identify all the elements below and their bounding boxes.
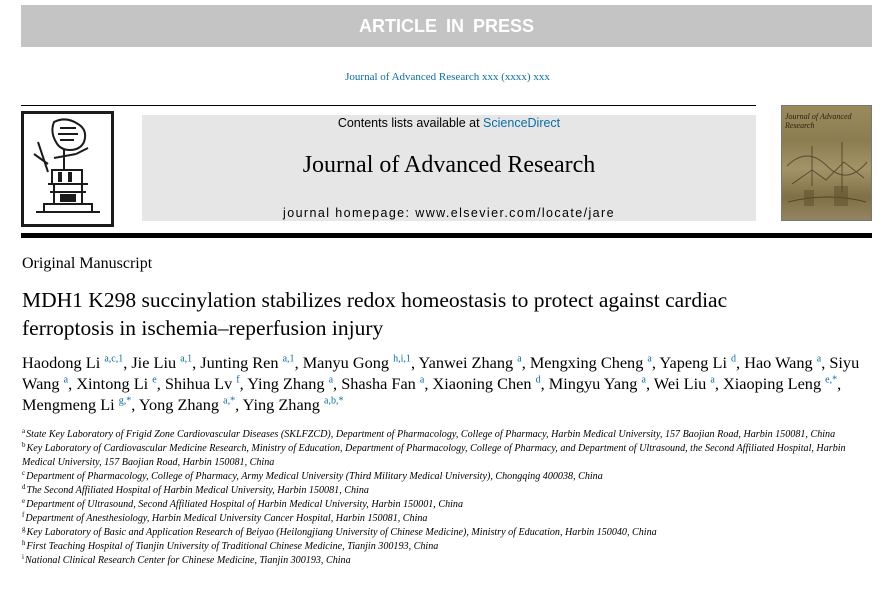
author[interactable] xyxy=(22,395,131,414)
affiliation-text: Key Laboratory of Basic and Application Research of Beiyao (Heilongjiang University of Chinese Medicine), Ministry of Education, Harbin 150040, China xyxy=(26,527,657,538)
author-name[interactable]: Manyu Gong xyxy=(302,353,390,372)
author[interactable] xyxy=(200,353,294,372)
author-name[interactable]: Wei Liu xyxy=(653,374,707,393)
author-name[interactable]: Shihua Lv xyxy=(164,374,233,393)
author-name[interactable]: Shasha Fan xyxy=(341,374,416,393)
author-affiliation-marker[interactable]: a xyxy=(816,353,822,365)
author-affiliation-marker[interactable]: a,1 xyxy=(282,353,295,365)
author-affiliation-marker[interactable]: e xyxy=(152,374,157,386)
author[interactable] xyxy=(243,395,344,414)
article-title: MDH1 K298 succinylation stabilizes redox homeostasis to protect against cardiac ferroptosis in ischemia–reperfusion injury xyxy=(22,288,728,340)
author[interactable] xyxy=(247,374,333,393)
author-name[interactable]: Mingyu Yang xyxy=(548,374,638,393)
author[interactable] xyxy=(22,353,123,372)
article-type: Original Manuscript xyxy=(22,255,153,272)
author-name[interactable]: Yanwei Zhang xyxy=(418,353,514,372)
affiliation-text: Department of Pharmacology, College of Pharmacy, Army Medical University (Third Military Medical University), Chongqing 400038, China xyxy=(26,471,603,482)
cover-title: Journal of Advanced Research xyxy=(785,112,852,130)
author-name[interactable]: Ying Zhang xyxy=(247,374,325,393)
affiliation-label: i xyxy=(22,552,24,561)
affiliation-text: First Teaching Hospital of Tianjin University of Traditional Chinese Medicine, Tianjin 300193, China xyxy=(26,541,439,552)
author-name[interactable]: Mengxing Cheng xyxy=(529,353,644,372)
author-name[interactable]: Haodong Li xyxy=(22,353,101,372)
affiliation-text: Key Laboratory of Cardiovascular Medicine Research, Ministry of Education, Department of Pharmacology, College of Pharmacy, and Department of Ultrasound, the Second Affiliated Hospital, Harbin Medical University, 157 Baojian Road, Harbin 150081, China xyxy=(22,443,846,468)
affiliation-item xyxy=(22,526,877,540)
author[interactable] xyxy=(139,395,235,414)
author-name[interactable]: Hao Wang xyxy=(744,353,813,372)
affiliation-item xyxy=(22,540,877,554)
journal-cover-image[interactable] xyxy=(781,105,872,221)
author[interactable] xyxy=(303,353,411,372)
affiliation-item xyxy=(22,498,877,512)
affiliation-label: e xyxy=(22,496,26,505)
author[interactable] xyxy=(659,353,736,372)
contents-available xyxy=(142,116,756,130)
author[interactable] xyxy=(549,374,646,393)
affiliation-text: The Second Affiliated Hospital of Harbin Medical University, Harbin 150081, China xyxy=(26,485,369,496)
affiliation-item xyxy=(22,442,877,470)
header-rule xyxy=(21,105,756,106)
author[interactable] xyxy=(432,374,540,393)
affiliation-list xyxy=(22,428,877,568)
author[interactable] xyxy=(341,374,424,393)
author-affiliation-marker[interactable]: g,* xyxy=(118,395,132,407)
journal-title: Journal of Advanced Research xyxy=(302,152,596,178)
affiliation-item xyxy=(22,512,877,526)
author[interactable] xyxy=(165,374,240,393)
author-affiliation-marker[interactable]: a xyxy=(641,374,646,386)
affiliation-text: Department of Ultrasound, Second Affiliated Hospital of Harbin Medical University, Harbin 150001, China xyxy=(26,499,464,510)
masthead-rule xyxy=(21,233,872,238)
elsevier-tree-scholar-icon xyxy=(24,114,111,224)
author-name[interactable]: Yapeng Li xyxy=(659,353,727,372)
author-affiliation-marker[interactable]: a xyxy=(517,353,522,365)
cover-illustration-icon xyxy=(782,106,871,220)
elsevier-logo[interactable] xyxy=(21,111,114,227)
affiliation-label: g xyxy=(22,524,26,533)
author[interactable] xyxy=(76,374,156,393)
affiliation-text: National Clinical Research Center for Chinese Medicine, Tianjin 300193, China xyxy=(24,555,351,566)
affiliation-label: f xyxy=(22,510,25,519)
author-affiliation-marker[interactable]: a xyxy=(419,374,425,386)
journal-homepage[interactable]: journal homepage: www.elsevier.com/locate/jare xyxy=(283,206,615,220)
author-name[interactable]: Junting Ren xyxy=(200,353,279,372)
author-name[interactable]: Xintong Li xyxy=(76,374,149,393)
author-name[interactable]: Jie Liu xyxy=(131,353,177,372)
author-affiliation-marker[interactable]: a xyxy=(63,374,69,386)
author-name[interactable]: Yong Zhang xyxy=(138,395,220,414)
journal-masthead xyxy=(142,115,756,221)
sciencedirect-link[interactable]: ScienceDirect xyxy=(483,116,561,130)
author[interactable] xyxy=(530,353,652,372)
author-list: Haodong Li $^{a,c,1}$, Jie Liu $^{a,1}$, Junting Ren $^{a,1}$, Manyu Gong $^{h,i,1}$, Yanwei Zhang $^a$, Mengxing Cheng $^a$, Yapeng Li $^d$, Hao Wang $^a$, Siyu Wang $^a$, Xintong Li $^e$, Shihua Lv $^f$, Ying Zhang $^a$, Shasha Fan $^a$, Xiaoning Chen $^d$, Mingyu Yang $^a$, Wei Liu $^a$, Xiaoping Leng $^{e,*}$, Mengmeng Li $^{g,*}$, Yong Zhang $^{a,*}$, Ying Zhang $^{a,b,*}$ xyxy=(22,353,860,414)
affiliation-label: h xyxy=(22,538,26,547)
author[interactable] xyxy=(654,374,715,393)
affiliation-item xyxy=(22,470,877,484)
author-affiliation-marker[interactable]: d xyxy=(731,353,737,365)
affiliation-label: a xyxy=(22,426,26,435)
author-affiliation-marker[interactable]: a,b,* xyxy=(324,395,344,407)
affiliation-item xyxy=(22,484,877,498)
author-affiliation-marker[interactable]: a xyxy=(647,353,652,365)
author-affiliation-marker[interactable]: e,* xyxy=(825,374,838,386)
affiliation-label: d xyxy=(22,482,26,491)
author-affiliation-marker[interactable]: a xyxy=(328,374,334,386)
author-name[interactable]: Xiaoning Chen xyxy=(432,374,532,393)
author-affiliation-marker[interactable]: a xyxy=(710,374,715,386)
journal-reference[interactable]: Journal of Advanced Research xxx (xxxx) xxx xyxy=(345,71,550,83)
article-in-press-banner: ARTICLE IN PRESS xyxy=(21,5,872,47)
author-affiliation-marker[interactable]: h,i,1 xyxy=(393,353,411,365)
affiliation-label: b xyxy=(22,440,26,449)
affiliation-text: Department of Anesthesiology, Harbin Medical University Cancer Hospital, Harbin 150081, China xyxy=(25,513,428,524)
author[interactable] xyxy=(723,374,837,393)
author[interactable] xyxy=(131,353,192,372)
contents-prefix: Contents lists available at xyxy=(337,116,484,130)
author-name[interactable]: Ying Zhang xyxy=(242,395,320,414)
author-affiliation-marker[interactable]: a,c,1 xyxy=(104,353,124,365)
author-affiliation-marker[interactable]: a,1 xyxy=(180,353,193,365)
author-name[interactable]: Siyu Wang xyxy=(22,353,860,393)
affiliation-item xyxy=(22,428,877,442)
author[interactable] xyxy=(418,353,521,372)
author-name[interactable]: Xiaoping Leng xyxy=(722,374,822,393)
affiliation-item xyxy=(22,554,877,568)
author-affiliation-marker[interactable]: d xyxy=(535,374,541,386)
affiliation-text: State Key Laboratory of Frigid Zone Cardiovascular Diseases (SKLFZCD), Department of Pharmacology, College of Pharmacy, Harbin Medical University, 157 Baojian Road, Harbin 150081, China xyxy=(26,429,836,440)
author-affiliation-marker[interactable]: f xyxy=(236,374,240,386)
affiliation-label: c xyxy=(22,468,26,477)
author[interactable] xyxy=(744,353,821,372)
author-name[interactable]: Mengmeng Li xyxy=(22,395,115,414)
author-affiliation-marker[interactable]: a,* xyxy=(223,395,236,407)
